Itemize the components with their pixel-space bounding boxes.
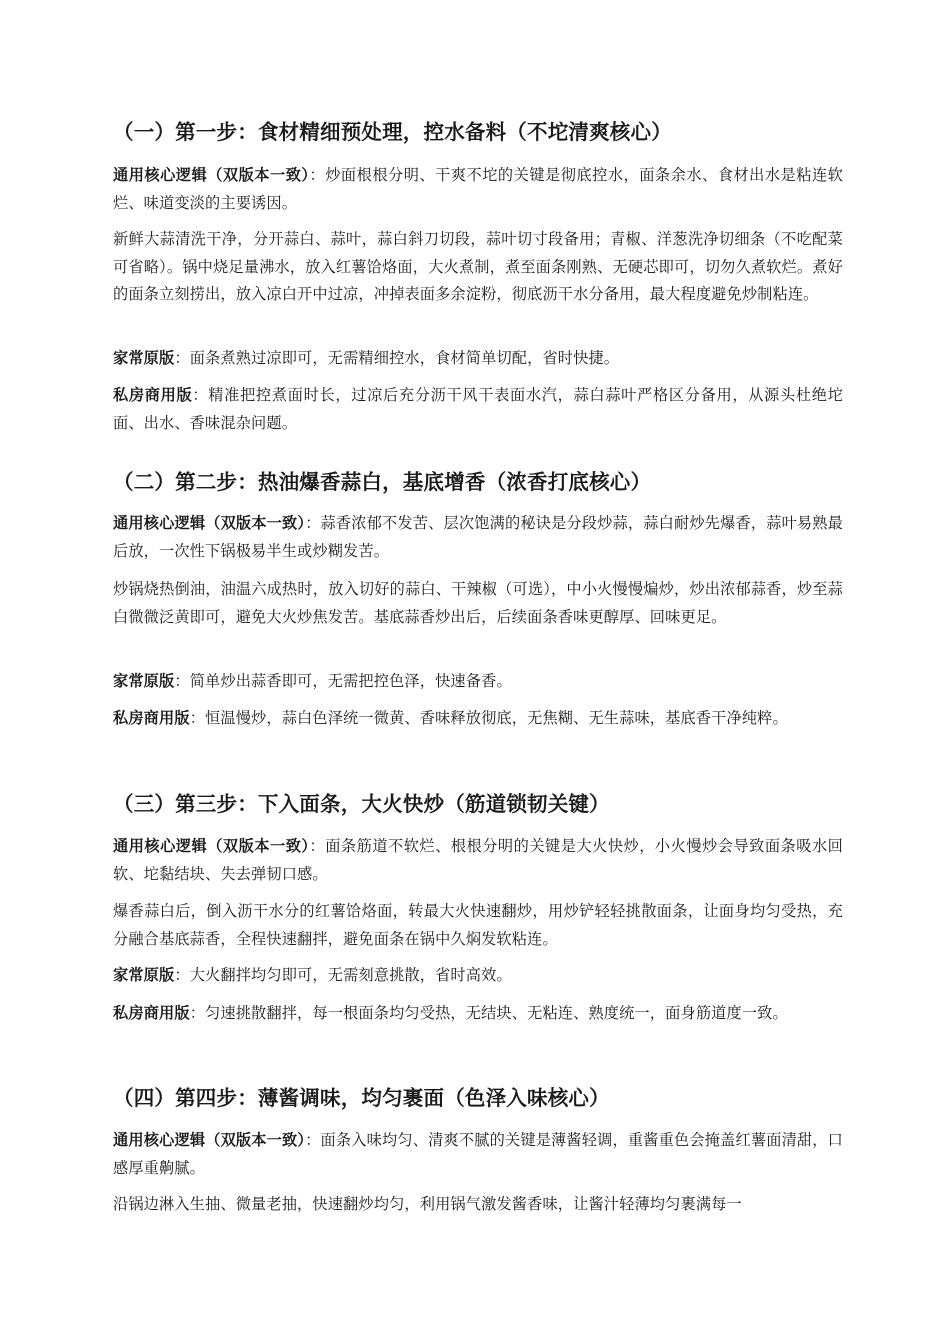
- body-paragraph-4: 沿锅边淋入生抽、微量老抽，快速翻炒均匀，利用锅气激发酱香味，让酱汁轻薄均匀裹满每一: [113, 1195, 742, 1213]
- home-version-text: ：大火翻拌均匀即可，无需刻意挑散，省时高效。: [174, 966, 512, 984]
- body-paragraph-3: 爆香蒜白后，倒入沥干水分的红薯饸烙面，转最大火快速翻炒，用炒铲轻轻挑散面条，让面身均匀受热，充分融合基底蒜香，全程快速翻拌，避免面条在锅中久焖发软粘连。: [113, 902, 843, 948]
- home-version-text: ：面条煮熟过凉即可，无需精细控水，食材简单切配，省时快捷。: [174, 349, 620, 367]
- pro-version-paragraph-1: [113, 382, 843, 437]
- core-logic-text: ：蒜香浓郁不发苦、层次饱满的秘诀是分段炒蒜，蒜白耐炒先爆香，蒜叶易熟最后放，一次性下锅极易半生或炒糊发苦。: [113, 514, 844, 560]
- core-logic-text: ：面条筋道不软烂、根根分明的关键是大火快炒，小火慢炒会导致面条吸水回软、坨黏结块、失去弹韧口感。: [113, 837, 843, 883]
- core-logic-label: 通用核心逻辑（双版本一致）: [113, 837, 310, 855]
- core-logic-paragraph-3: [113, 833, 843, 888]
- pro-version-paragraph-2: [113, 705, 843, 733]
- home-version-label: 家常原版: [113, 349, 175, 367]
- core-logic-paragraph-2: [113, 510, 843, 565]
- pro-version-text: ：恒温慢炒，蒜白色泽统一微黄、香味释放彻底，无焦糊、无生蒜味，基底香干净纯粹。: [189, 709, 788, 727]
- core-logic-text: ：面条入味均匀、清爽不腻的关键是薄酱轻调，重酱重色会掩盖红薯面清甜，口感厚重齁腻。: [113, 1131, 844, 1177]
- home-version-text: ：简单炒出蒜香即可，无需把控色泽，快速备香。: [174, 672, 512, 690]
- pro-version-label: 私房商用版: [113, 1004, 190, 1022]
- home-version-paragraph-2: [113, 668, 843, 696]
- pro-version-label: 私房商用版: [113, 709, 190, 727]
- home-version-paragraph-3: [113, 962, 843, 990]
- pro-version-text: ：精准把控煮面时长，过凉后充分沥干风干表面水汽，蒜白蒜叶严格区分备用，从源头杜绝坨面、出水、香味混杂问题。: [113, 386, 843, 432]
- core-logic-label: 通用核心逻辑（双版本一致）: [113, 514, 306, 532]
- home-version-label: 家常原版: [113, 672, 175, 690]
- section-heading-4: （四）第四步：薄酱调味，均匀裹面（色泽入味核心）: [113, 1086, 610, 1110]
- core-logic-text: ：炒面根根分明、干爽不坨的关键是彻底控水，面条余水、食材出水是粘连软烂、味道变淡的主要诱因。: [113, 166, 843, 212]
- section-heading-1: （一）第一步：食材精细预处理，控水备料（不坨清爽核心）: [113, 120, 672, 144]
- core-logic-paragraph-1: [113, 162, 843, 217]
- body-paragraph-2: 炒锅烧热倒油，油温六成热时，放入切好的蒜白、干辣椒（可选），中小火慢慢煸炒，炒出浓郁蒜香，炒至蒜白微微泛黄即可，避免大火炒焦发苦。基底蒜香炒出后，后续面条香味更醇厚、回味更足。: [113, 580, 843, 626]
- core-logic-paragraph-4: [113, 1127, 843, 1182]
- section-heading-2: （二）第二步：热油爆香蒜白，基底增香（浓香打底核心）: [113, 470, 652, 494]
- home-version-label: 家常原版: [113, 966, 175, 984]
- home-version-paragraph-1: [113, 345, 843, 373]
- body-paragraph-1: 新鲜大蒜清洗干净，分开蒜白、蒜叶，蒜白斜刀切段，蒜叶切寸段备用；青椒、洋葱洗净切细条（不吃配菜可省略）。锅中烧足量沸水，放入红薯饸烙面，大火煮制，煮至面条刚熟、无硬芯即可，切勿久煮软烂。煮好的面条立刻捞出，放入凉白开中过凉，冲掉表面多余淀粉，彻底沥干水分备用，最大程度避免炒制粘连。: [113, 230, 843, 303]
- pro-version-paragraph-3: [113, 1000, 843, 1028]
- core-logic-label: 通用核心逻辑（双版本一致）: [113, 1131, 306, 1149]
- section-heading-3: （三）第三步：下入面条，大火快炒（筋道锁韧关键）: [113, 792, 610, 816]
- core-logic-label: 通用核心逻辑（双版本一致）: [113, 166, 310, 184]
- pro-version-label: 私房商用版: [113, 386, 193, 404]
- pro-version-text: ：匀速挑散翻拌，每一根面条均匀受热，无结块、无粘连、熟度统一，面身筋道度一致。: [189, 1004, 788, 1022]
